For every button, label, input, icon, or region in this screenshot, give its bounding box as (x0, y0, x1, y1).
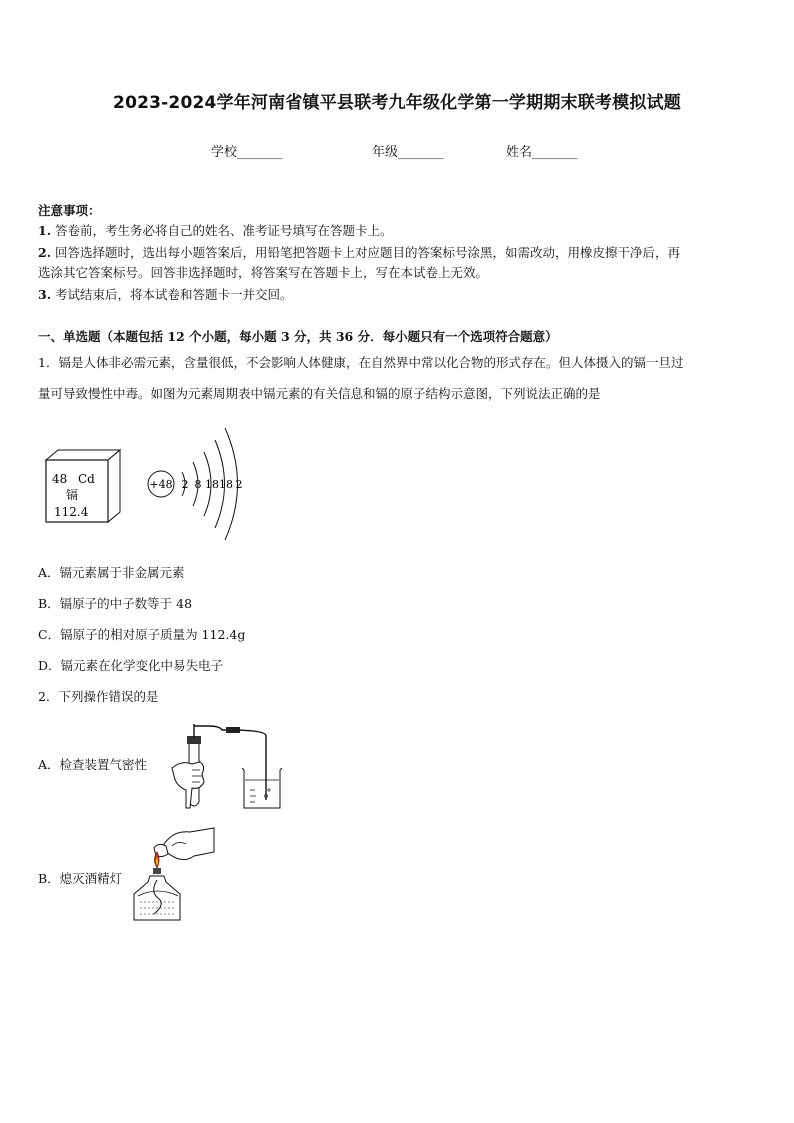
notice-item-2 (38, 245, 680, 261)
name-field: 姓名_______ (506, 145, 578, 160)
shell-2-electrons: 8 (194, 478, 202, 491)
airtightness-check-illustration (160, 720, 285, 815)
notice-item-1 (38, 223, 393, 239)
alcohol-lamp-illustration (128, 822, 223, 928)
q1-option-d: D．镉元素在化学变化中易失电子 (38, 658, 224, 673)
element-atomic-number: 48 (52, 472, 68, 486)
q2-stem: 2．下列操作错误的是 (38, 689, 159, 704)
notice-num: 2. (38, 245, 52, 260)
school-field: 学校_______ (211, 145, 283, 160)
shell-4-electrons: 18 (219, 478, 233, 491)
notice-item-3 (38, 287, 293, 303)
q1-option-c: C．镉原子的相对原子质量为 112.4g (38, 627, 246, 642)
element-mass: 112.4 (54, 505, 89, 519)
notice-text: 考试结束后，将本试卷和答题卡一并交回。 (55, 287, 293, 302)
notice-num: 3. (38, 287, 52, 302)
page-title: 2023-2024学年河南省镇平县联考九年级化学第一学期期末联考模拟试题 (113, 93, 681, 113)
q2-option-b: B．熄灭酒精灯 (38, 871, 123, 886)
q1-option-b: B．镉原子的中子数等于 48 (38, 596, 193, 611)
q1-stem-line2: 量可导致慢性中毒。如图为元素周期表中镉元素的有关信息和镉的原子结构示意图，下列说法正确的是 (38, 386, 601, 401)
notice-text: 回答选择题时，选出每小题答案后，用铅笔把答题卡上对应题目的答案标号涂黑，如需改动，用橡皮擦干净后，再 (55, 245, 681, 260)
notice-text: 答卷前，考生务必将自己的姓名、准考证号填写在答题卡上。 (55, 223, 393, 238)
element-symbol: Cd (78, 472, 95, 486)
shell-3-electrons: 18 (205, 478, 219, 491)
element-card-figure (40, 448, 122, 526)
shell-5-electrons: 2 (235, 478, 243, 491)
grade-field: 年级_______ (372, 145, 444, 160)
notice-item-2-cont: 选涂其它答案标号。回答非选择题时，将答案写在答题卡上，写在本试卷上无效。 (38, 265, 489, 280)
notice-heading: 注意事项： (38, 203, 101, 218)
shell-1-electrons: 2 (181, 478, 189, 491)
nucleus-charge: +48 (149, 478, 173, 491)
atom-structure-figure (140, 418, 250, 548)
q2-option-a: A．检查装置气密性 (38, 757, 148, 772)
q1-option-a: A．镉元素属于非金属元素 (38, 565, 185, 580)
section-heading: 一、单选题（本题包括 12 个小题，每小题 3 分，共 36 分．每小题只有一个选项符合题意） (38, 329, 558, 344)
q1-stem-line1: 1．镉是人体非必需元素，含量很低，不会影响人体健康，在自然界中常以化合物的形式存在。但人体摄入的镉一旦过 (38, 355, 684, 370)
notice-num: 1. (38, 223, 52, 238)
element-name: 镉 (66, 488, 79, 502)
